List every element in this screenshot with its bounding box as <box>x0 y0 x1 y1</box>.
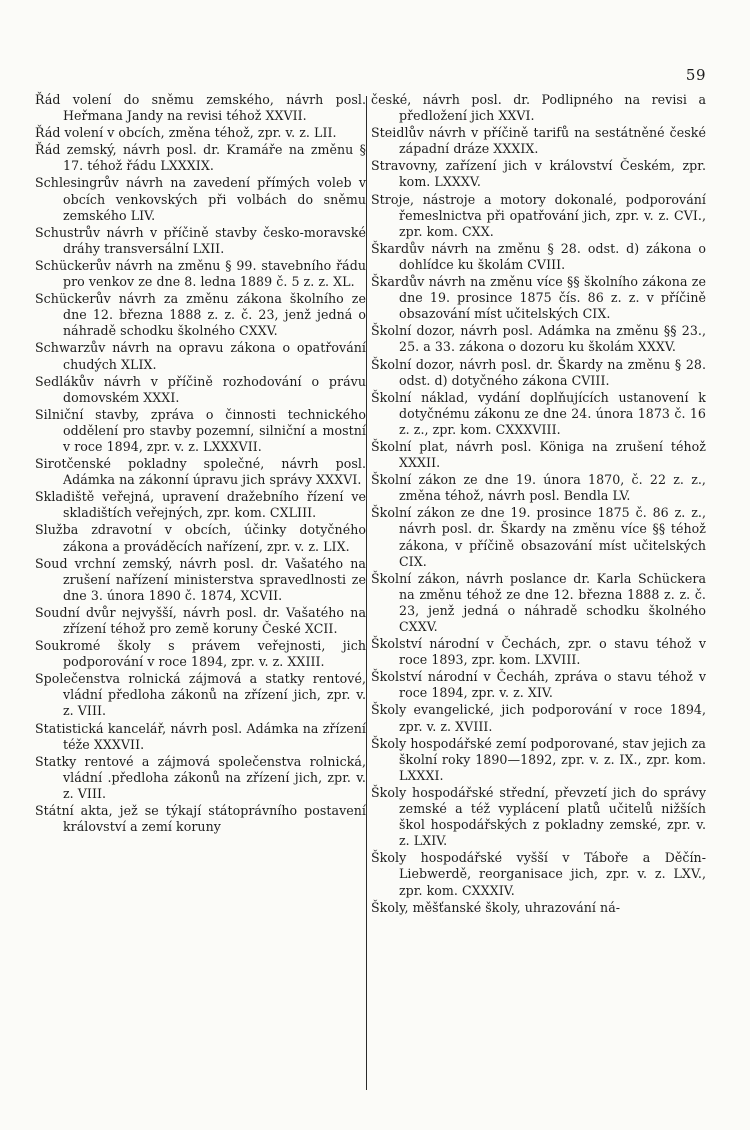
index-entry: Školy hospodářské vyšší v Táboře a Děčín-Liebwerdě, reorganisace jich, zpr. v. z. LXV., zpr. kom. CXXXIV. <box>371 850 706 898</box>
index-entry: Škardův návrh na změnu více §§ školního zákona ze dne 19. prosince 1875 čís. 86 z. z. v příčině obsazování míst učitelských CIX. <box>371 274 706 322</box>
index-entry: Školní plat, návrh posl. Königa na zrušení téhož XXXII. <box>371 438 706 471</box>
index-entry: Schückerův návrh na změnu § 99. stavebního řádu pro venkov ze dne 8. ledna 1889 č. 5 z. z. XL. <box>35 257 366 290</box>
index-entry: Steidlův návrh v příčině tarifů na sestátněné české západní dráze XXXIX. <box>371 125 706 157</box>
index-entry: Stroje, nástroje a motory dokonalé, podporování řemeslnictva při opatřování jich, zpr. v. z. CVI., zpr. kom. CXX. <box>371 191 706 239</box>
index-entry: Řád volení do sněmu zemského, návrh posl. Heřmana Jandy na revisi téhož XXVII. <box>35 92 366 124</box>
index-entry: Školství národní v Čecháh, zpráva o stavu téhož v roce 1894, zpr. v. z. XIV. <box>371 669 706 701</box>
index-entry: Stravovny, zařízení jich v království Českém, zpr. kom. LXXXV. <box>371 158 706 190</box>
index-entry: Školní dozor, návrh posl. dr. Škardy na změnu § 28. odst. d) dotyčného zákona CVIII. <box>371 356 706 388</box>
index-entry: Soud vrchní zemský, návrh posl. dr. Vašatého na zrušení nařízení ministerstva spravedlnosti ze dne 3. února 1890 č. 1874, XCVII. <box>35 555 366 603</box>
index-entry: Schückerův návrh za změnu zákona školního ze dne 12. března 1888 z. z. č. 23, jenž jedná o náhradě schodku školného CXXV. <box>35 291 366 339</box>
index-entry: Školní náklad, vydání doplňujících ustanovení k dotyčnému zákonu ze dne 24. února 1873 č. 16 z. z., zpr. kom. CXXXVIII. <box>371 389 706 437</box>
index-entry: Školy, měšťanské školy, uhrazování ná- <box>371 899 621 915</box>
index-entry: Soudní dvůr nejvyšší, návrh posl. dr. Vašatého na zřízení téhož pro země koruny České XCII. <box>35 604 366 636</box>
index-entry: Sedlákův návrh v příčině rozhodování o právu domovském XXXI. <box>35 373 366 405</box>
index-entry: české, návrh posl. dr. Podlipného na revisi a předložení jich XXVI. <box>371 92 706 124</box>
left-column <box>35 92 366 836</box>
index-entry: Školní zákon ze dne 19. prosince 1875 č. 86 z. z., návrh posl. dr. Škardy na změnu více §§ téhož zákona, v příčině obsazování míst učitelských CIX. <box>371 505 706 569</box>
index-entry: Školy hospodářské zemí podporované, stav jejich za školní roky 1890—1892, zpr. v. z. IX., zpr. kom. LXXXI. <box>371 735 706 783</box>
index-entry: Společenstva rolnická zájmová a statky rentové, vládní předloha zákonů na zřízení jich, zpr. v. z. VIII. <box>35 671 366 719</box>
page-number: 59 <box>685 66 706 84</box>
index-entry: Řád zemský, návrh posl. dr. Kramáře na změnu § 17. téhož řádu LXXXIX. <box>35 142 366 174</box>
right-column <box>371 92 706 917</box>
index-entry: Škardův návrh na změnu § 28. odst. d) zákona o dohlídce ku školám CVIII. <box>371 240 706 272</box>
index-entry: Školní dozor, návrh posl. Adámka na změnu §§ 23., 25. a 33. zákona o dozoru ku školám XXXV. <box>371 323 706 355</box>
index-entry: Školy evangelické, jich podporování v roce 1894, zpr. v. z. XVIII. <box>371 702 706 734</box>
index-entry: Schustrův návrh v příčině stavby česko-moravské dráhy transversální LXII. <box>35 224 366 256</box>
index-entry: Školní zákon ze dne 19. února 1870, č. 22 z. z., změna téhož, návrh posl. Bendla LV. <box>371 472 706 504</box>
index-entry: Státní akta, jež se týkají státoprávního postavení království a zemí koruny <box>35 803 366 835</box>
index-entry: Školy hospodářské střední, převzetí jich do správy zemské a též vyplácení platů učitelů nižších škol hospodářských z pokladny zemské, zpr. v. z. LXIV. <box>371 784 706 849</box>
index-entry: Schwarzův návrh na opravu zákona o opatřování chudých XLIX. <box>35 340 366 372</box>
index-entry: Statky rentové a zájmová společenstva rolnická, vládní .předloha zákonů na zřízení jich, zpr. v. z. VIII. <box>35 753 366 801</box>
index-entry: Řád volení v obcích, změna téhož, zpr. v. z. LII. <box>35 125 337 141</box>
index-entry: Skladiště veřejná, upravení dražebního řízení ve skladištích veřejných, zpr. kom. CXLIII. <box>35 489 366 521</box>
index-entry: Schlesingrův návrh na zavedení přímých voleb v obcích venkovských při volbách do sněmu zemského LIV. <box>35 175 366 223</box>
index-entry: Školní zákon, návrh poslance dr. Karla Schückera na změnu téhož ze dne 12. března 1888 z. z. č. 23, jenž jedná o náhradě schodku školného CXXV. <box>371 570 706 634</box>
index-entry: Statistická kancelář, návrh posl. Adámka na zřízení téže XXXVII. <box>35 720 366 752</box>
column-divider <box>366 96 367 1090</box>
index-entry: Školství národní v Čechách, zpr. o stavu téhož v roce 1893, zpr. kom. LXVIII. <box>371 636 706 668</box>
index-entry: Soukromé školy s právem veřejnosti, jich podporování v roce 1894, zpr. v. z. XXIII. <box>35 638 366 670</box>
index-entry: Služba zdravotní v obcích, účinky dotyčného zákona a prováděcích nařízení, zpr. v. z. LIX. <box>35 522 366 554</box>
index-entry: Sirotčenské pokladny společné, návrh posl. Adámka na zákonní úpravu jich správy XXXVI. <box>35 456 366 488</box>
index-entry: Silniční stavby, zpráva o činnosti technického oddělení pro stavby pozemní, silniční a mostní v roce 1894, zpr. v. z. LXXXVII. <box>35 406 366 454</box>
